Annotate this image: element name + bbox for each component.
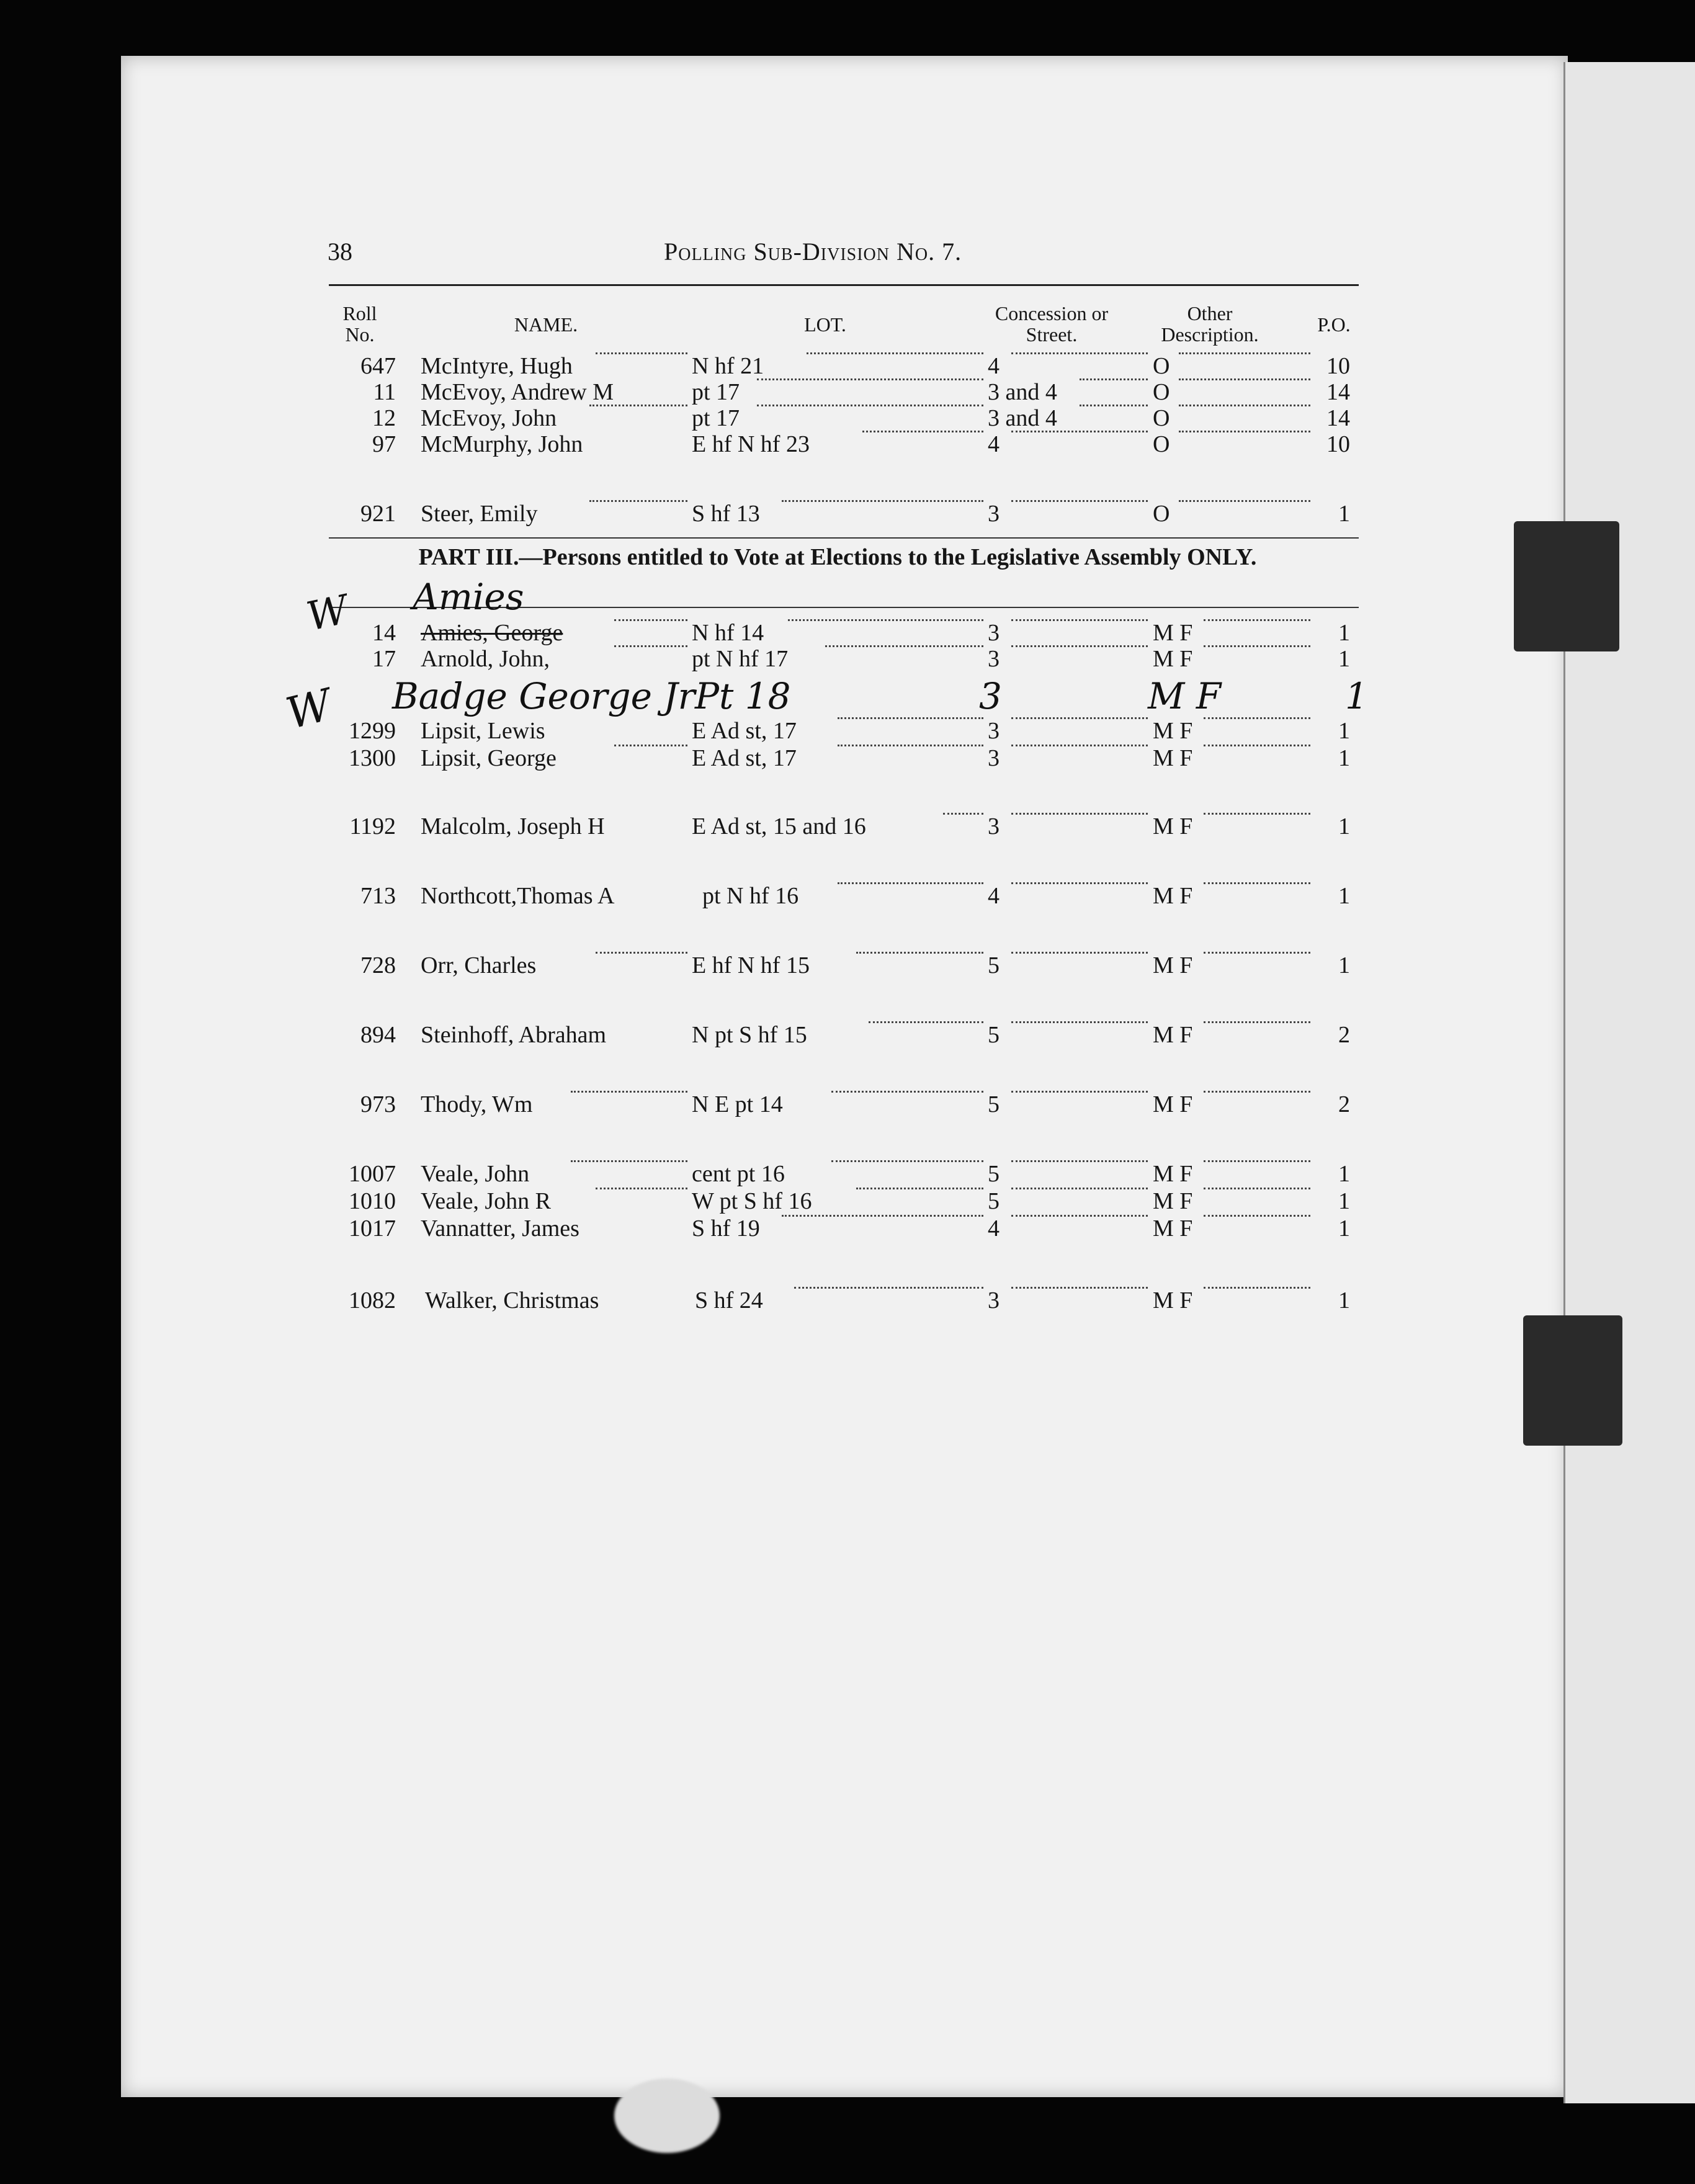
handwritten-margin-mark: W [303, 586, 352, 641]
binding-clip-mark-bottom [1523, 1315, 1622, 1446]
table-row: 728 Orr, Charles E hf N hf 15 5 M F 1 [360, 952, 1350, 978]
header-rule [329, 284, 1359, 286]
table-row: 713 Northcott,Thomas A pt N hf 16 4 M F 1 [360, 883, 1350, 909]
table-row: 1300 Lipsit, George E Ad st, 17 3 M F 1 [349, 745, 1350, 771]
table-row: 97 McMurphy, John E hf N hf 23 4 O 10 [372, 431, 1350, 457]
table-row: 1007 Veale, John cent pt 16 5 M F 1 [349, 1161, 1350, 1187]
table-row: 11 McEvoy, Andrew M pt 17 3 and 4 O 14 [373, 379, 1350, 405]
table-row: 973 Thody, Wm N E pt 14 5 M F 2 [360, 1091, 1350, 1117]
page-number: 38 [328, 238, 352, 266]
handwritten-margin-mark: W [281, 679, 337, 740]
column-header-other: Other Description. [1161, 302, 1259, 346]
table-row: 1010 Veale, John R W pt S hf 16 5 M F 1 [349, 1188, 1350, 1214]
table-row: 14 Amies, George N hf 14 3 M F 1 [372, 620, 1350, 646]
column-header-concession: Concession or Street. [995, 302, 1109, 346]
handwritten-entry-other: M F [1148, 675, 1222, 717]
table-row: 921 Steer, Emily S hf 13 3 O 1 [360, 501, 1350, 527]
table-row: 1082 Walker, Christmas S hf 24 3 M F 1 [349, 1287, 1350, 1314]
table-row: 894 Steinhoff, Abraham N pt S hf 15 5 M F 2 [360, 1022, 1350, 1048]
column-header-roll: Roll No. [342, 302, 377, 346]
table-row: 12 McEvoy, John pt 17 3 and 4 O 14 [372, 405, 1350, 431]
table-row: 17 Arnold, John, pt N hf 17 3 M F 1 [372, 646, 1350, 672]
page-title: Polling Sub-Division No. 7. [664, 238, 962, 266]
facing-page-edge [1563, 62, 1695, 2103]
binding-clip-mark-top [1514, 521, 1619, 651]
column-header-po: P.O. [1317, 313, 1351, 336]
page-stain [614, 2079, 720, 2153]
handwritten-correction-amies: Amies [413, 576, 524, 618]
table-row: 1192 Malcolm, Joseph H E Ad st, 15 and 16 3 M F 1 [349, 813, 1350, 839]
table-row: 647 McIntyre, Hugh N hf 21 4 O 10 [360, 353, 1350, 379]
table-row: 1299 Lipsit, Lewis E Ad st, 17 3 M F 1 [349, 718, 1350, 744]
handwritten-entry-lot: Pt 18 [695, 675, 791, 717]
handwritten-entry-concession: 3 [979, 675, 1002, 717]
handwritten-entry-po: 1 [1345, 675, 1368, 717]
section-rule [329, 537, 1359, 539]
column-header-lot: LOT. [804, 313, 846, 336]
column-header-name: NAME. [514, 313, 578, 336]
handwritten-entry-name: Badge George Jr [392, 675, 695, 717]
table-row: 1017 Vannatter, James S hf 19 4 M F 1 [349, 1215, 1350, 1242]
part-three-heading: PART III.—Persons entitled to Vote at Elections to the Legislative Assembly ONLY. [418, 544, 1257, 570]
